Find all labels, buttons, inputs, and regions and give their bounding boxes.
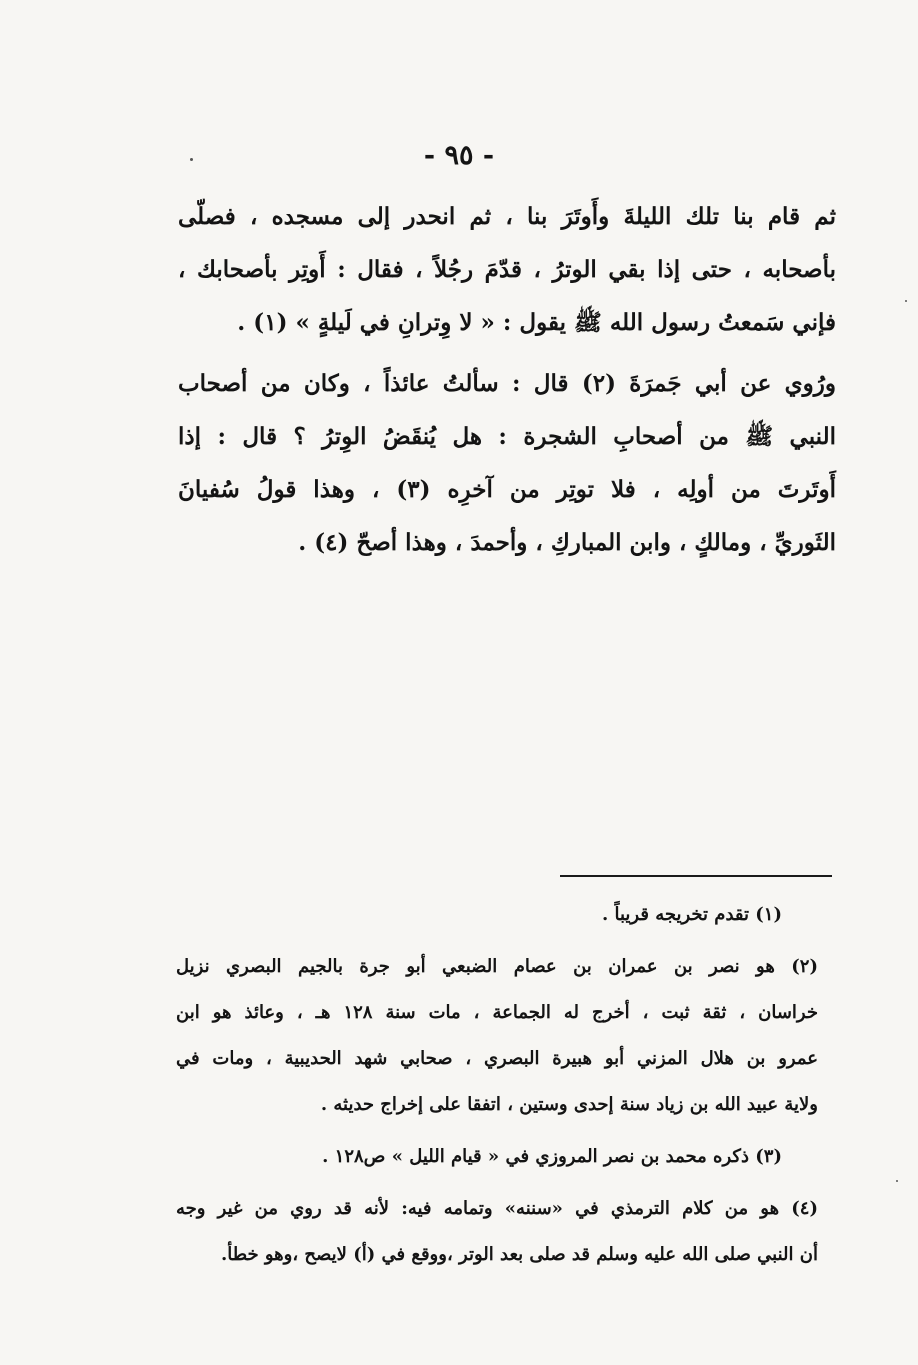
footnote-3 xyxy=(176,1134,818,1180)
text-line: بأصحابه ، حتى إذا بقي الوترُ ، قدّمَ رجُلاً ، فقال : أَوتِر بأصحابك ، xyxy=(178,256,836,283)
scan-speck xyxy=(896,1180,898,1182)
footnote-line: ولاية عبيد الله بن زياد سنة إحدى وستين ، اتفقا على إخراج حديثه . xyxy=(320,1094,818,1115)
text-line: النبي ﷺ من أصحابِ الشجرة : هل يُنقَضُ الوِترُ ؟ قال : إذا xyxy=(178,423,836,450)
footnote-line: خراسان ، ثقة ثبت ، أخرج له الجماعة ، مات سنة ١٢٨ هـ ، وعائذ هو ابن xyxy=(176,1002,818,1023)
page-number: - ٩٥ - xyxy=(423,140,495,171)
scan-speck xyxy=(190,158,193,161)
text-line: فإني سَمعتُ رسول الله ﷺ يقول : « لا وِترانِ في لَيلةٍ » (١) . xyxy=(237,309,836,336)
footnotes xyxy=(176,892,818,1278)
text-line: الثَوريِّ ، ومالكٍ ، وابن المباركِ ، وأحمدَ ، وهذا أصحّ (٤) . xyxy=(298,529,836,556)
footnote-1 xyxy=(176,892,818,938)
footnote-line: (٣) ذكره محمد بن نصر المروزي في « قيام الليل » ص١٢٨ . xyxy=(322,1146,782,1167)
footnote-line: (٤) هو من كلام الترمذي في «سننه» وتمامه فيه: لأنه قد روي من غير وجه xyxy=(176,1198,818,1219)
footnote-separator xyxy=(560,875,832,877)
scan-speck xyxy=(905,300,907,302)
paragraph-1 xyxy=(178,190,836,349)
footnote-2 xyxy=(176,944,818,1128)
footnote-4 xyxy=(176,1186,818,1278)
text-line: أَوتَرتَ من أولِه ، فلا توتِر من آخرِه (٣) ، وهذا قولُ سُفيانَ xyxy=(178,476,836,503)
text-line: ثم قام بنا تلك الليلةَ وأَوتَرَ بنا ، ثم انحدر إلى مسجده ، فصلّى xyxy=(178,203,836,230)
footnote-line: أن النبي صلى الله عليه وسلم قد صلى بعد الوتر ،ووقع في (أ) لايصح ،وهو خطأ. xyxy=(220,1244,818,1265)
footnote-line: (٢) هو نصر بن عمران بن عصام الضبعي أبو جرة بالجيم البصري نزيل xyxy=(176,956,818,977)
paragraph-2 xyxy=(178,357,836,569)
footnote-line: عمرو بن هلال المزني أبو هبيرة البصري ، صحابي شهد الحديبية ، ومات في xyxy=(176,1048,818,1069)
footnote-line: (١) تقدم تخريجه قريباً . xyxy=(601,904,782,925)
text-line: ورُوي عن أبي جَمرَةَ (٢) قال : سألتُ عائذاً ، وكان من أصحاب xyxy=(178,370,836,397)
main-text xyxy=(178,190,836,569)
